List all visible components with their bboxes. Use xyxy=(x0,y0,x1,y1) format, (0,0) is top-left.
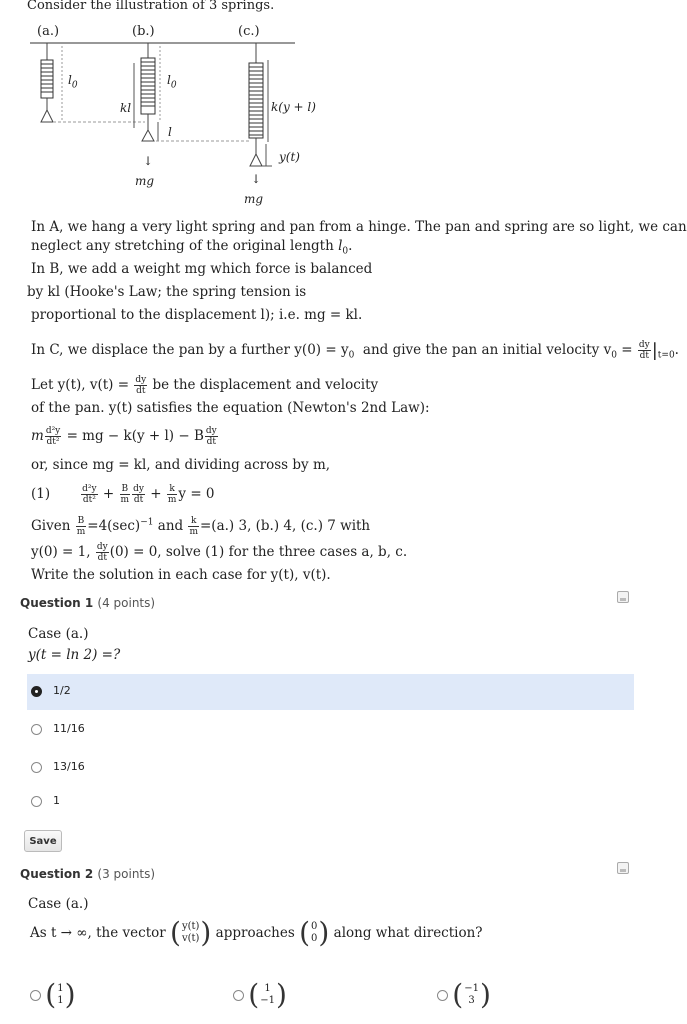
question-2-case: Case (a.) xyxy=(28,896,89,912)
paragraph-given: Given $\frac{B}{m}$ $=4(\sec)^{-1}$ and $\frac{k}{m}$ =(a.) 3, (b.) 4, (c.) 7 with xyxy=(31,516,371,537)
equation-1: (1) $\frac{\text{d²y}}{\text{dt²}}$ + $\frac{B}{m}$ $\frac{dy}{dt}$ + $\frac{k}{m}$ y = 0 xyxy=(31,484,215,505)
radio-button[interactable] xyxy=(31,762,42,773)
label-a: (a.) xyxy=(37,24,60,39)
radio-button[interactable] xyxy=(31,796,42,807)
label-mg-b: mg xyxy=(135,174,155,188)
option-vector: ( −1 3 ) xyxy=(452,978,491,1011)
option-label: 1/2 xyxy=(53,684,71,697)
vector-zero: ( 0 0 ) xyxy=(299,916,330,949)
paragraph-initial: y(0) = 1, $\frac{dy}{dt}$ (0) = 0, solve (1) for the three cases a, b, c. xyxy=(31,542,408,563)
question-2-title: Question 2 (3 points) xyxy=(20,867,156,881)
spring-c xyxy=(249,43,272,166)
paragraph-write: Write the solution in each case for y(t), v(t). xyxy=(31,567,331,583)
option-label: 1 xyxy=(53,794,60,807)
q1-option-1[interactable] xyxy=(27,674,634,710)
vector-y-v: ( y(t) v(t) ) xyxy=(170,916,212,949)
option-vector: ( 1 1 ) xyxy=(45,978,76,1011)
paragraph-c: In C, we displace the pan by a further $y(0) = y_0$ and give the pan an initial velocity $v_0$ = $\frac{dy}{dt}$ $|_{t=0}$. xyxy=(31,340,679,361)
radio-button[interactable] xyxy=(437,990,448,1001)
q1-option-2[interactable] xyxy=(27,712,634,748)
spring-b xyxy=(134,43,250,141)
radio-button[interactable] xyxy=(31,724,42,735)
label-kl: kl xyxy=(120,101,132,115)
option-label: 11/16 xyxy=(53,722,85,735)
option-vector: ( 1 −1 ) xyxy=(248,978,287,1011)
springs-illustration xyxy=(0,18,634,208)
label-lo-b: $l_0$ xyxy=(167,73,177,91)
paragraph-b-2: by kl (Hooke's Law; the spring tension is xyxy=(27,284,307,300)
save-button[interactable]: Save xyxy=(24,830,62,852)
flag-icon[interactable] xyxy=(617,591,629,603)
radio-button[interactable] xyxy=(30,990,41,1001)
question-1-title: Question 1 (4 points) xyxy=(20,596,156,610)
label-mg-c: mg xyxy=(244,192,264,206)
equation-newton: m $\frac{\text{d²y}}{\text{dt²}}$ = mg − k(y + l) − B $\frac{dy}{dt}$ xyxy=(31,426,217,447)
paragraph-b-3: proportional to the displacement l); i.e. mg = kl. xyxy=(31,307,363,323)
radio-button-selected[interactable] xyxy=(31,686,42,697)
paragraph-d-2: of the pan. y(t) satisfies the equation (Newton's 2nd Law): xyxy=(31,400,430,416)
arrow-down-icon: ↓ xyxy=(251,172,262,186)
label-c: (c.) xyxy=(238,24,260,39)
question-1-prompt: y(t = ln 2) =? xyxy=(28,647,121,663)
paragraph-d-1: Let y(t), v(t) = $\frac{dy}{dt}$ be the displacement and velocity xyxy=(31,375,379,396)
label-l: l xyxy=(168,125,172,139)
label-y-t: y(t) xyxy=(279,150,300,164)
q2-option-2[interactable] xyxy=(233,978,287,1012)
arrow-down-icon: ↓ xyxy=(143,154,154,168)
q2-option-3[interactable] xyxy=(437,978,491,1012)
q1-option-3[interactable] xyxy=(27,750,634,786)
paragraph-e: or, since mg = kl, and dividing across by m, xyxy=(31,457,331,473)
question-1-case: Case (a.) xyxy=(28,626,89,642)
springs-figure xyxy=(0,18,634,208)
label-lo-a: $l_0$ xyxy=(68,73,78,91)
q2-option-1[interactable] xyxy=(30,978,76,1012)
option-label: 13/16 xyxy=(53,760,85,773)
paragraph-a-1: In A, we hang a very light spring and pan from a hinge. The pan and spring are so light, we can xyxy=(31,219,687,235)
radio-button[interactable] xyxy=(233,990,244,1001)
question-2-prompt: As t → ∞, the vector ( y(t) v(t) ) approaches ( 0 0 ) along what direction? xyxy=(30,916,483,949)
flag-icon[interactable] xyxy=(617,862,629,874)
label-k-y-l: k(y + l) xyxy=(271,100,316,114)
paragraph-b-1: In B, we add a weight mg which force is balanced xyxy=(31,261,373,277)
q1-option-4[interactable] xyxy=(27,784,634,820)
page-title: Consider the illustration of 3 springs. xyxy=(27,0,275,13)
label-b: (b.) xyxy=(132,24,155,39)
paragraph-a-2: neglect any stretching of the original length $l_0$. xyxy=(31,238,353,257)
